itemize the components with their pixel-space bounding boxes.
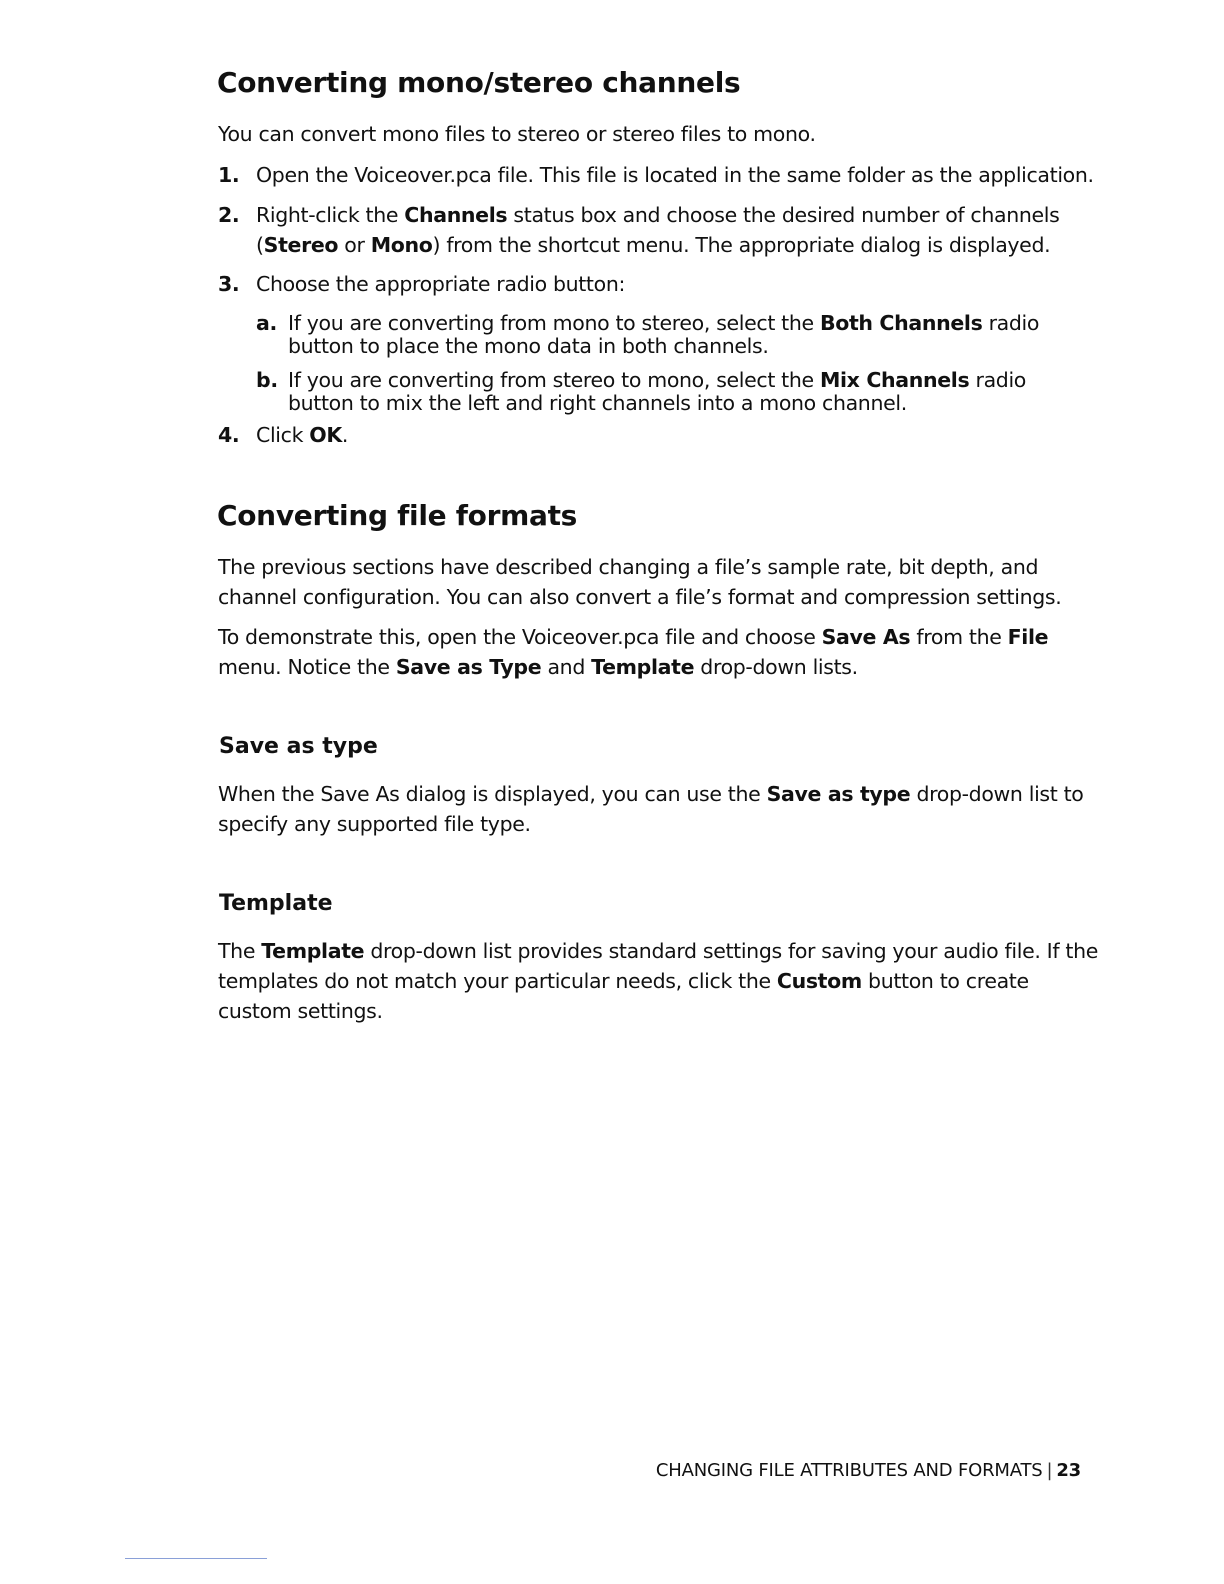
ui-term: Both Channels xyxy=(819,311,983,335)
step-4 xyxy=(218,420,1098,450)
section-paragraph xyxy=(218,622,1098,682)
substep-a xyxy=(256,312,1096,360)
text-run: Click xyxy=(256,423,310,447)
ui-term: Save as Type xyxy=(395,655,542,679)
text-run: drop-down list provides standard settings for saving your audio file. If the templates do not match your particular needs, click the xyxy=(218,939,1098,993)
ui-term: Mix Channels xyxy=(819,368,970,392)
substep-text xyxy=(288,312,1096,358)
step-text: Open the Voiceover.pca file. This file is located in the same folder as the application. xyxy=(256,163,1094,187)
footer-separator: | xyxy=(1046,1460,1053,1481)
ui-term: File xyxy=(1007,625,1049,649)
bottom-rule xyxy=(125,1558,267,1559)
ui-term: Template xyxy=(591,655,695,679)
step-number: 1. xyxy=(218,163,240,187)
text-run: The xyxy=(218,939,262,963)
subsection-title-template: Template xyxy=(219,891,333,916)
chapter-title: CHANGING FILE ATTRIBUTES AND FORMATS xyxy=(655,1460,1043,1481)
substep-letter: b. xyxy=(256,368,278,392)
step-number: 4. xyxy=(218,423,240,447)
text-run: radio button to mix the left and right channels into a mono channel. xyxy=(288,368,1026,415)
page-number: 23 xyxy=(1056,1460,1081,1481)
step-number: 3. xyxy=(218,272,240,296)
ui-term: Save As xyxy=(821,625,911,649)
ui-term: OK xyxy=(309,423,342,447)
section-paragraph xyxy=(218,779,1098,839)
substep-letter: a. xyxy=(256,311,277,335)
text-run: . xyxy=(341,423,349,447)
text-run: drop-down list to specify any supported file type. xyxy=(218,782,1084,836)
page-footer xyxy=(656,1460,1081,1481)
text-run: and xyxy=(541,655,592,679)
text-run: status box and choose the desired number of channels ( xyxy=(256,203,1060,257)
section-title-mono-stereo: Converting mono/stereo channels xyxy=(217,66,741,99)
step-1 xyxy=(218,160,1098,190)
ui-term: Stereo xyxy=(263,233,339,257)
text-run: radio button to place the mono data in both channels. xyxy=(288,311,1040,358)
ui-term: Channels xyxy=(404,203,508,227)
text-run: When the Save As dialog is displayed, you can use the xyxy=(218,782,767,806)
step-3 xyxy=(218,269,1098,299)
ui-term: Template xyxy=(261,939,365,963)
text-run: button to create custom settings. xyxy=(218,969,1029,1023)
section-paragraph xyxy=(218,936,1098,1026)
substep-b xyxy=(256,369,1096,417)
step-number: 2. xyxy=(218,203,240,227)
section-title-file-formats: Converting file formats xyxy=(217,499,578,532)
section-paragraph: The previous sections have described changing a file’s sample rate, bit depth, and channel configuration. You can also convert a file’s format and compression settings. xyxy=(218,555,1062,609)
text-run: or xyxy=(338,233,371,257)
step-2 xyxy=(218,200,1098,260)
text-run: from the xyxy=(910,625,1008,649)
text-run: drop-down lists. xyxy=(694,655,858,679)
text-run: menu. Notice the xyxy=(218,655,396,679)
step-text xyxy=(256,420,1098,450)
text-run: If you are converting from stereo to mono, select the xyxy=(288,368,820,392)
subsection-title-save-as-type: Save as type xyxy=(219,734,378,759)
text-run: To demonstrate this, open the Voiceover.pca file and choose xyxy=(218,625,822,649)
ui-term: Mono xyxy=(370,233,433,257)
text-run: Right-click the xyxy=(256,203,405,227)
ui-term: Save as type xyxy=(766,782,911,806)
step-text: Choose the appropriate radio button: xyxy=(256,272,626,296)
step-text xyxy=(256,200,1098,260)
text-run: If you are converting from mono to stereo, select the xyxy=(288,311,820,335)
ui-term: Custom xyxy=(776,969,862,993)
text-run: ) from the shortcut menu. The appropriate dialog is displayed. xyxy=(432,233,1051,257)
section-intro: You can convert mono files to stereo or stereo files to mono. xyxy=(218,122,816,146)
substep-text xyxy=(288,369,1096,415)
